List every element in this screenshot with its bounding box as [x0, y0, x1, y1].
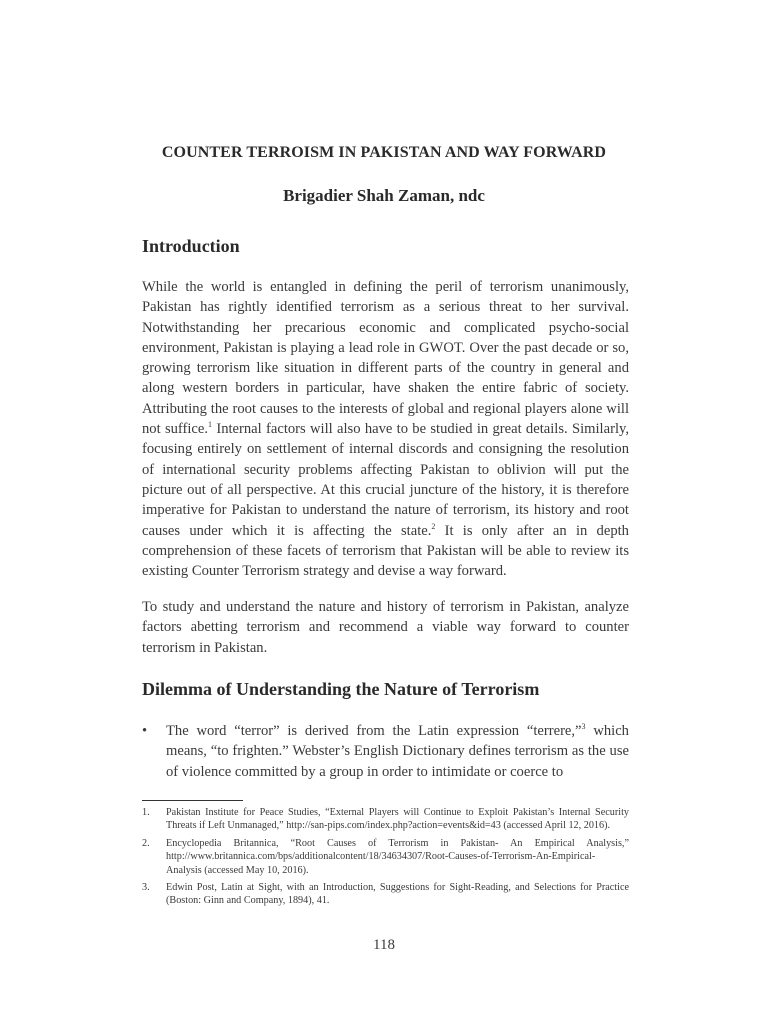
bullet-text: The word “terror” is derived from the Latin expression “terrere,” — [166, 723, 582, 739]
footnote-1 — [142, 806, 629, 833]
section-heading-dilemma: Dilemma of Understanding the Nature of Terrorism — [142, 679, 540, 699]
footnote-number: 2. — [142, 837, 150, 849]
footnote-text: Encyclopedia Britannica, “Root Causes of Terrorism in Pakistan- An Empirical Analysis,” http://www.britannica.com/bps/additionalcontent/18/34634307/Root-Causes-of-Terrorism-An-Empirical-Analysis (accessed May 10, 2016). — [166, 837, 629, 876]
footnote-3 — [142, 881, 629, 908]
footnote-number: 1. — [142, 807, 150, 818]
bullet-item-1 — [166, 721, 629, 782]
footnote-number: 3. — [142, 882, 150, 894]
footnote-text: Pakistan Institute for Peace Studies, “External Players will Continue to Exploit Pakistan’s Internal Security Threats if Left Unmanaged,” http://san-pips.com/index.php?action=events&id=43 (accessed April 12, 2016). — [166, 807, 629, 832]
footnote-ref-1: 1 — [208, 420, 213, 430]
footnotes — [142, 806, 629, 912]
footnote-2 — [142, 837, 629, 877]
paragraph-text: It is only after an in depth comprehension of these facets of terrorism that Pakistan will be able to review its existing Counter Terrorism strategy and devise a way forward. — [142, 522, 629, 580]
intro-paragraph-2: To study and understand the nature and history of terrorism in Pakistan, analyze factors abetting terrorism and recommend a viable way forward to counter terrorism in Pakistan. — [142, 599, 629, 656]
page-title: COUNTER TERROISM IN PAKISTAN AND WAY FORWARD — [161, 144, 607, 161]
footnote-text: Edwin Post, Latin at Sight, with an Introduction, Suggestions for Sight-Reading, and Selections for Practice (Boston: Ginn and Company, 1894), 41. — [166, 882, 629, 907]
paragraph-text: While the world is entangled in defining the peril of terrorism unanimously, Pakistan has rightly identified terrorism as a serious threat to her survival. Notwithstanding her precarious economic and complicated psycho-social environment, Pakistan is playing a lead role in GWOT. Over the past decade or so, growing terrorism like situation in different parts of the country in general and along western borders in particular, have shaken the entire fabric of society. Attributing the root causes to the interests of global and regional players alone will not suffice. — [142, 279, 629, 438]
section-heading-introduction: Introduction — [142, 236, 240, 256]
paragraph-text: Internal factors will also have to be studied in great details. Similarly, focusing entirely on settlement of internal discords and consigning the resolution of international security problems affecting Pakistan to oblivion will put the picture out of all perspective. At this crucial juncture of the history, it is therefore imperative for Pakistan to understand the nature of terrorism, its history and root causes under which it is affecting the state. — [142, 421, 629, 539]
footnote-divider — [142, 800, 243, 801]
page-number: 118 — [373, 937, 395, 953]
footnote-ref-3: 3 — [581, 722, 586, 732]
author-byline: Brigadier Shah Zaman, ndc — [283, 186, 485, 205]
bullet-icon: • — [142, 723, 148, 739]
footnote-ref-2: 2 — [431, 521, 436, 531]
intro-paragraph-1 — [142, 277, 629, 581]
bullet-text: which means, “to frighten.” Webster’s English Dictionary defines terrorism as the use of violence committed by a group in order to intimidate or coerce to — [166, 723, 629, 780]
